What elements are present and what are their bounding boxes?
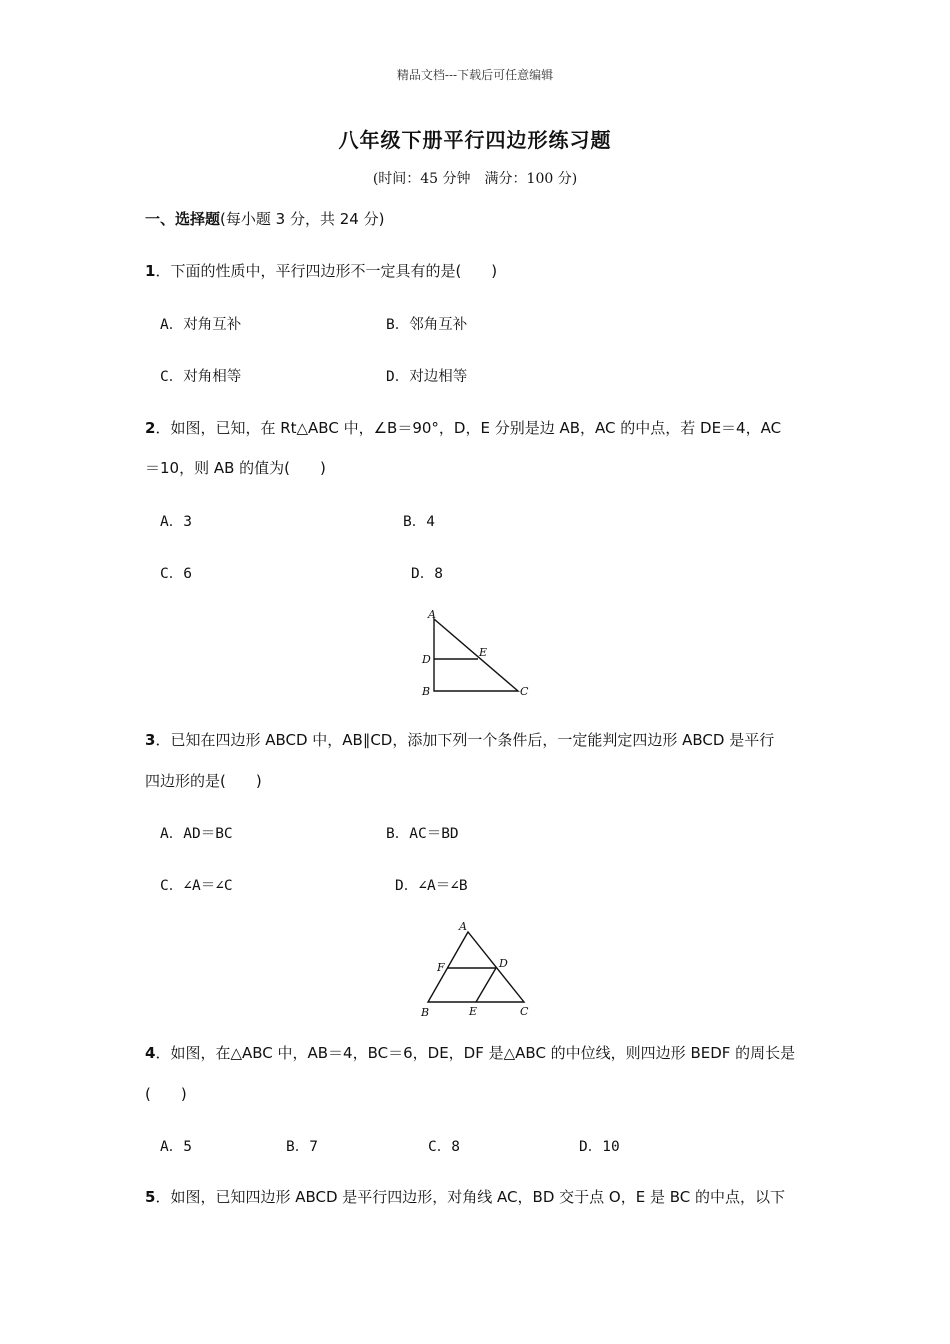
label-d: D <box>422 653 431 666</box>
q1-option-d: D．对边相等 <box>386 369 468 385</box>
question-5 <box>145 1186 785 1207</box>
q3-option-b: B．AC＝BD <box>386 826 459 842</box>
q3-option-a: A．AD＝BC <box>160 826 233 842</box>
label-b: B <box>422 685 431 698</box>
label-c: C <box>520 1005 529 1018</box>
q4-option-a: A．5 <box>160 1139 192 1155</box>
q3-option-d: D．∠A＝∠B <box>395 878 468 894</box>
question-2-cont: ＝10，则 AB 的值为( ) <box>145 459 326 477</box>
q3-option-c: C．∠A＝∠C <box>160 878 233 894</box>
question-number: 1 <box>145 262 156 280</box>
question-text: ．已知在四边形 ABCD 中，AB∥CD，添加下列一个条件后，一定能判定四边形 ABCD 是平行 <box>155 731 775 749</box>
q3-triangle-figure <box>412 916 542 1020</box>
question-text: ．下面的性质中，平行四边形不一定具有的是( ) <box>155 262 498 280</box>
label-f: F <box>437 961 445 974</box>
q2-option-b: B．4 <box>403 514 435 530</box>
q2-option-c: C．6 <box>160 566 192 582</box>
question-2 <box>145 417 781 438</box>
question-number: 3 <box>145 731 156 749</box>
label-c: C <box>520 685 529 698</box>
q1-option-c: C．对角相等 <box>160 369 242 385</box>
q2-triangle-figure <box>410 604 535 704</box>
label-e: E <box>479 646 488 659</box>
question-4-cont: ( ) <box>145 1085 187 1103</box>
question-text: ．如图，已知，在 Rt△ABC 中，∠B＝90°，D，E 分别是边 AB，AC 的中点，若 DE＝4，AC <box>155 419 782 437</box>
question-number: 2 <box>145 419 156 437</box>
q4-option-c: C．8 <box>428 1139 460 1155</box>
question-number: 4 <box>145 1044 156 1062</box>
question-3-cont: 四边形的是( ) <box>145 772 262 790</box>
q1-option-a: A．对角互补 <box>160 317 242 333</box>
q1-option-b: B．邻角互补 <box>386 317 468 333</box>
section-note: (每小题 3 分，共 24 分) <box>220 210 385 228</box>
q2-option-a: A．3 <box>160 514 192 530</box>
question-4 <box>145 1042 795 1063</box>
label-e: E <box>469 1005 478 1018</box>
section-heading <box>145 208 384 229</box>
question-3 <box>145 729 774 750</box>
q4-option-b: B．7 <box>286 1139 318 1155</box>
label-b: B <box>421 1006 430 1019</box>
question-text: ．如图，在△ABC 中，AB＝4，BC＝6，DE，DF 是△ABC 的中位线，则四边形 BEDF 的周长是 <box>155 1044 796 1062</box>
label-d: D <box>499 957 508 970</box>
label-a: A <box>459 920 467 933</box>
question-1 <box>145 260 497 281</box>
page-subtitle: (时间：45 分钟 满分：100 分) <box>372 171 578 187</box>
q2-option-d: D．8 <box>411 566 443 582</box>
question-number: 5 <box>145 1188 156 1206</box>
q4-option-d: D．10 <box>579 1139 620 1155</box>
section-title: 一、选择题 <box>145 210 221 228</box>
header-note: 精品文档---下载后可任意编辑 <box>396 68 554 82</box>
label-a: A <box>428 608 436 621</box>
question-text: ．如图，已知四边形 ABCD 是平行四边形，对角线 AC，BD 交于点 O，E 是 BC 的中点，以下 <box>155 1188 785 1206</box>
page-title: 八年级下册平行四边形练习题 <box>338 128 612 152</box>
